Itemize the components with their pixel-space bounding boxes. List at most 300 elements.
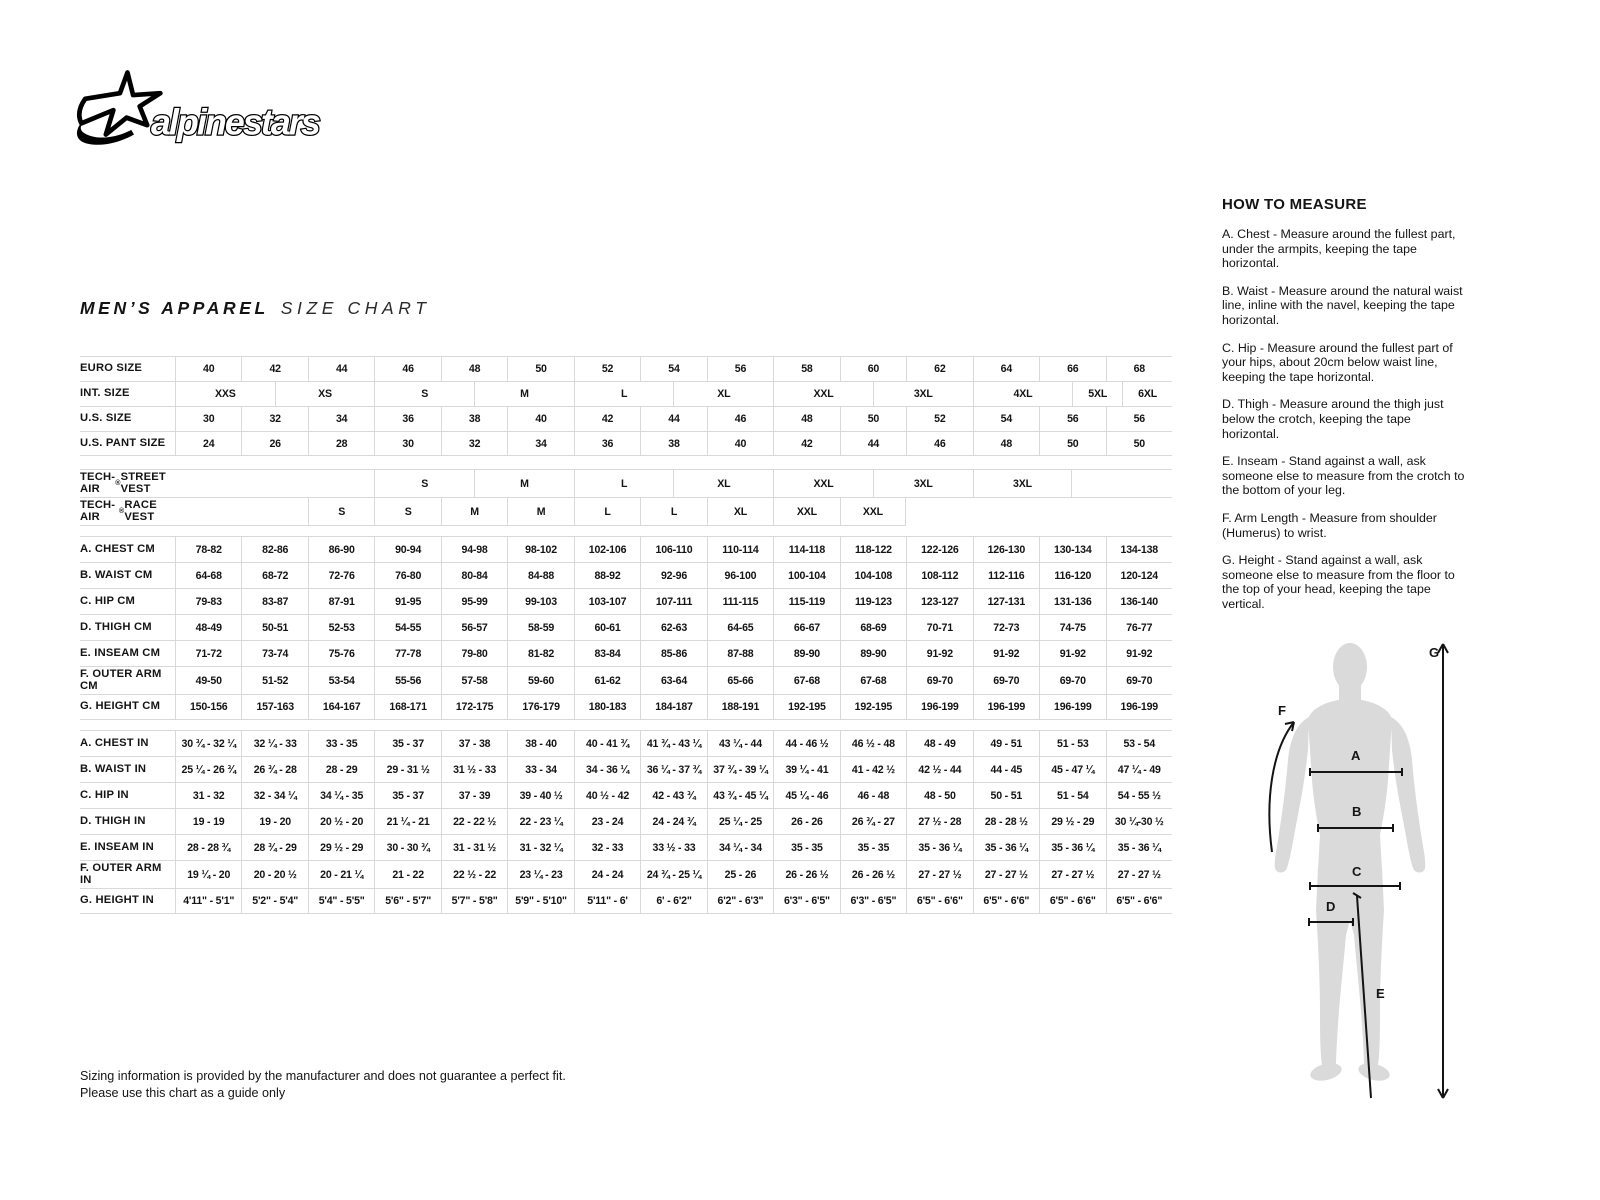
size-cell: 27 ½ - 28: [906, 809, 972, 834]
size-cell: 37 - 39: [441, 783, 507, 808]
size-cell: 20 - 21 ¼: [308, 861, 374, 888]
size-cell: 65-66: [707, 667, 773, 694]
size-cell: 67-68: [840, 667, 906, 694]
table-row: [80, 834, 1172, 860]
measure-item-height: G. Height - Stand against a wall, ask someone else to measure from the floor to the top of your head, keeping the tape vertical.: [1222, 553, 1455, 611]
size-cell: 157-163: [241, 695, 307, 720]
size-cell: 52-53: [308, 615, 374, 640]
size-cell: 81-82: [507, 641, 573, 666]
table-row: [80, 860, 1172, 888]
size-cell: 6'3" - 6'5": [840, 889, 906, 914]
size-cell: 119-123: [840, 589, 906, 614]
table-row: [80, 497, 1172, 526]
size-cell: 46 - 48: [840, 783, 906, 808]
table-row: [80, 406, 1172, 431]
size-cell: 3XL: [973, 470, 1073, 497]
size-cell: 26 - 26: [773, 809, 839, 834]
size-cell: 52: [574, 357, 640, 381]
size-cell: 87-88: [707, 641, 773, 666]
size-cell: 28: [308, 432, 374, 456]
row-label: F. OUTER ARM IN: [80, 862, 162, 886]
empty-cell: [175, 470, 374, 497]
size-cell: 79-83: [175, 589, 241, 614]
size-cell: 46: [374, 357, 440, 381]
size-cell: 164-167: [308, 695, 374, 720]
size-cell: 100-104: [773, 563, 839, 588]
measure-item-hip: C. Hip - Measure around the fullest part of your hips, about 20cm below waist line, keeping the tape horizontal.: [1222, 340, 1453, 384]
star-icon: [79, 73, 160, 135]
size-cell: 42: [574, 407, 640, 431]
size-cell: XL: [673, 470, 773, 497]
size-cell: XXL: [773, 498, 839, 526]
size-cell: 48 - 49: [906, 731, 972, 756]
size-cell: 48: [973, 432, 1039, 456]
table-row: [80, 536, 1172, 562]
size-cell: 28 - 28 ½: [973, 809, 1039, 834]
size-cell: 39 ¼ - 41: [773, 757, 839, 782]
size-cell: 56-57: [441, 615, 507, 640]
size-cell: 79-80: [441, 641, 507, 666]
size-cell: 45 ¼ - 46: [773, 783, 839, 808]
size-cell: 71-72: [175, 641, 241, 666]
size-cell: 46: [707, 407, 773, 431]
size-chart: [80, 356, 1172, 914]
size-cell: 89-90: [840, 641, 906, 666]
empty-cell: [1072, 470, 1172, 497]
row-label: C. HIP IN: [80, 788, 129, 801]
size-cell: 26 ¾ - 28: [241, 757, 307, 782]
size-cell: 95-99: [441, 589, 507, 614]
size-cell: 44 - 45: [973, 757, 1039, 782]
size-cell: 28 - 28 ¾: [175, 835, 241, 860]
size-cell: 6'5" - 6'6": [906, 889, 972, 914]
size-cell: 24 ¾ - 25 ¼: [640, 861, 706, 888]
size-cell: 80-84: [441, 563, 507, 588]
size-cell: XXL: [773, 382, 873, 406]
table-group-gap: [80, 526, 1172, 536]
size-cell: 24 - 24: [574, 861, 640, 888]
table-row: [80, 694, 1172, 720]
size-cell: XXL: [773, 470, 873, 497]
size-cell: 83-84: [574, 641, 640, 666]
size-cell: 58: [773, 357, 839, 381]
size-cell: 64-68: [175, 563, 241, 588]
size-cell: 72-76: [308, 563, 374, 588]
size-cell: 35 - 36 ¼: [1039, 835, 1105, 860]
size-cell: 127-131: [973, 589, 1039, 614]
size-cell: 6'5" - 6'6": [973, 889, 1039, 914]
size-cell: 27 - 27 ½: [906, 861, 972, 888]
size-cell: 136-140: [1106, 589, 1172, 614]
size-cell: 56: [1039, 407, 1105, 431]
size-cell: 5'4" - 5'5": [308, 889, 374, 914]
size-cell: S: [374, 498, 440, 526]
size-cell: 35 - 36 ¼: [1106, 835, 1172, 860]
size-cell: 25 ¼ - 25: [707, 809, 773, 834]
size-cell: 45 - 47 ¼: [1039, 757, 1105, 782]
size-cell: 21 ¼ - 21: [374, 809, 440, 834]
size-cell: 126-130: [973, 537, 1039, 562]
table-row: [80, 666, 1172, 694]
size-cell: 42: [241, 357, 307, 381]
size-cell: 53 - 54: [1106, 731, 1172, 756]
size-cell: 29 - 31 ½: [374, 757, 440, 782]
table-group-gap: [80, 720, 1172, 730]
size-cell: 33 ½ - 33: [640, 835, 706, 860]
measure-item-waist: B. Waist - Measure around the natural waist line, inline with the navel, keeping the tape horizontal.: [1222, 283, 1463, 327]
row-label: A. CHEST IN: [80, 736, 149, 749]
size-cell: 87-91: [308, 589, 374, 614]
empty-cell: [906, 498, 1172, 526]
size-cell: 184-187: [640, 695, 706, 720]
size-cell: 69-70: [1039, 667, 1105, 694]
size-cell: 51 - 53: [1039, 731, 1105, 756]
size-cell: 112-116: [973, 563, 1039, 588]
row-label: G. HEIGHT CM: [80, 695, 175, 720]
size-cell: 73-74: [241, 641, 307, 666]
size-cell: 27 - 27 ½: [973, 861, 1039, 888]
size-cell: 40: [507, 407, 573, 431]
size-cell: 69-70: [973, 667, 1039, 694]
size-cell: 62: [906, 357, 972, 381]
size-cell: 46 ½ - 48: [840, 731, 906, 756]
size-cell: 31 ½ - 33: [441, 757, 507, 782]
measure-item-thigh: D. Thigh - Measure around the thigh just below the crotch, keeping the tape horizontal.: [1222, 397, 1444, 441]
table-row: [80, 888, 1172, 914]
size-cell: 192-195: [773, 695, 839, 720]
size-cell: 116-120: [1039, 563, 1105, 588]
size-cell: 44: [308, 357, 374, 381]
title-sub: SIZE CHART: [280, 298, 431, 318]
size-cell: L: [574, 498, 640, 526]
size-cell: 91-92: [973, 641, 1039, 666]
size-cell: 37 ¾ - 39 ¼: [707, 757, 773, 782]
size-cell: 6'5" - 6'6": [1106, 889, 1172, 914]
row-label: TECH-AIR ® STREET VEST: [80, 471, 166, 495]
size-cell: 196-199: [973, 695, 1039, 720]
size-cell: 6'5" - 6'6": [1039, 889, 1105, 914]
figure-label-c: C: [1352, 864, 1362, 879]
size-cell: 51-52: [241, 667, 307, 694]
size-cell: 44: [640, 407, 706, 431]
size-cell: 130-134: [1039, 537, 1105, 562]
size-cell: 69-70: [1106, 667, 1172, 694]
alpinestars-logo-icon: [72, 64, 354, 160]
size-cell: 3XL: [873, 382, 973, 406]
table-row: [80, 381, 1172, 406]
measure-item-arm: F. Arm Length - Measure from shoulder (Humerus) to wrist.: [1222, 510, 1437, 540]
size-cell: 134-138: [1106, 537, 1172, 562]
footer-line-1: Sizing information is provided by the manufacturer and does not guarantee a perfect fit.: [80, 1069, 566, 1083]
size-cell: 104-108: [840, 563, 906, 588]
size-cell: 67-68: [773, 667, 839, 694]
size-cell: 35 - 36 ¼: [906, 835, 972, 860]
size-cell: 111-115: [707, 589, 773, 614]
size-cell: 50: [840, 407, 906, 431]
figure-label-d: D: [1326, 899, 1336, 914]
size-cell: 168-171: [374, 695, 440, 720]
size-cell: 27 - 27 ½: [1106, 861, 1172, 888]
size-cell: 34: [308, 407, 374, 431]
size-cell: 33 - 35: [308, 731, 374, 756]
size-cell: 98-102: [507, 537, 573, 562]
size-cell: 21 - 22: [374, 861, 440, 888]
size-cell: 102-106: [574, 537, 640, 562]
size-cell: 34 - 36 ¼: [574, 757, 640, 782]
size-cell: 82-86: [241, 537, 307, 562]
size-cell: 24 - 24 ¾: [640, 809, 706, 834]
size-cell: 63-64: [640, 667, 706, 694]
size-cell: 192-195: [840, 695, 906, 720]
size-cell: 40: [707, 432, 773, 456]
size-cell: 110-114: [707, 537, 773, 562]
size-cell: 123-127: [906, 589, 972, 614]
size-cell: 120-124: [1106, 563, 1172, 588]
figure-label-f: F: [1278, 703, 1286, 718]
size-cell: XXL: [840, 498, 906, 526]
size-cell: 25 - 26: [707, 861, 773, 888]
size-cell: 35 - 35: [773, 835, 839, 860]
size-cell: 24: [175, 432, 241, 456]
size-cell: 28 ¾ - 29: [241, 835, 307, 860]
size-cell: 6'3" - 6'5": [773, 889, 839, 914]
size-cell: 51 - 54: [1039, 783, 1105, 808]
row-label: INT. SIZE: [80, 387, 130, 400]
footer-disclaimer: [80, 1068, 566, 1102]
size-cell: 176-179: [507, 695, 573, 720]
table-row: [80, 808, 1172, 834]
size-cell: 172-175: [441, 695, 507, 720]
size-cell: 34 ¼ - 34: [707, 835, 773, 860]
size-cell: 28 - 29: [308, 757, 374, 782]
brand-logo: [72, 64, 354, 160]
size-cell: 32: [441, 432, 507, 456]
size-cell: 91-92: [1106, 641, 1172, 666]
table-row: [80, 588, 1172, 614]
size-cell: 30 ¾ - 32 ¼: [175, 731, 241, 756]
row-label: D. THIGH CM: [80, 620, 152, 633]
size-cell: 68-69: [840, 615, 906, 640]
size-cell: 88-92: [574, 563, 640, 588]
size-cell: S: [374, 382, 474, 406]
size-cell: 58-59: [507, 615, 573, 640]
table-row: [80, 756, 1172, 782]
size-cell: 5'6" - 5'7": [374, 889, 440, 914]
size-cell: 86-90: [308, 537, 374, 562]
size-cell: 92-96: [640, 563, 706, 588]
size-cell: 188-191: [707, 695, 773, 720]
size-cell: 48 - 50: [906, 783, 972, 808]
size-cell: 34 ¼ - 35: [308, 783, 374, 808]
size-cell: 54: [640, 357, 706, 381]
size-cell: 27 - 27 ½: [1039, 861, 1105, 888]
size-cell: 50: [1039, 432, 1105, 456]
size-cell: 46: [906, 432, 972, 456]
size-cell: 26: [241, 432, 307, 456]
size-cell: 32 - 33: [574, 835, 640, 860]
size-cell: 54-55: [374, 615, 440, 640]
size-cell: 52: [906, 407, 972, 431]
size-cell: 30: [374, 432, 440, 456]
size-cell: 31 - 31 ½: [441, 835, 507, 860]
size-cell: 35 - 36 ¼: [973, 835, 1039, 860]
row-label: E. INSEAM CM: [80, 646, 161, 659]
size-cell: 66-67: [773, 615, 839, 640]
figure-label-b: B: [1352, 804, 1362, 819]
size-cell: 30 ¼-30 ½: [1106, 809, 1172, 834]
size-cell: S: [374, 470, 474, 497]
size-cell: XS: [275, 382, 375, 406]
size-cell: M: [474, 382, 574, 406]
row-label: EURO SIZE: [80, 362, 143, 375]
size-cell: 19 - 20: [241, 809, 307, 834]
size-cell: 30: [175, 407, 241, 431]
table-row: [80, 614, 1172, 640]
size-cell: XL: [673, 382, 773, 406]
table-row: [80, 640, 1172, 666]
size-cell: 96-100: [707, 563, 773, 588]
size-cell: 5'9" - 5'10": [507, 889, 573, 914]
row-label: C. HIP CM: [80, 594, 136, 607]
size-cell: 48: [441, 357, 507, 381]
size-cell: 23 ¼ - 23: [507, 861, 573, 888]
figure-label-e: E: [1376, 986, 1385, 1001]
size-cell: M: [441, 498, 507, 526]
size-cell: 39 - 40 ½: [507, 783, 573, 808]
size-cell: 22 - 23 ¼: [507, 809, 573, 834]
size-cell: 40 - 41 ¾: [574, 731, 640, 756]
size-cell: 131-136: [1039, 589, 1105, 614]
size-cell: 42 - 43 ¾: [640, 783, 706, 808]
size-cell: 22 - 22 ½: [441, 809, 507, 834]
body-diagram: [1230, 620, 1560, 1100]
size-cell: 6' - 6'2": [640, 889, 706, 914]
size-cell: 36: [374, 407, 440, 431]
size-cell: 54 - 55 ½: [1106, 783, 1172, 808]
size-cell: 56: [707, 357, 773, 381]
size-cell: 107-111: [640, 589, 706, 614]
brand-wordmark: alpinestars: [150, 102, 319, 143]
size-cell: 40: [175, 357, 241, 381]
size-cell: 4XL: [973, 382, 1073, 406]
size-cell: 3XL: [873, 470, 973, 497]
size-cell: 94-98: [441, 537, 507, 562]
size-cell: 38 - 40: [507, 731, 573, 756]
row-label: D. THIGH IN: [80, 814, 146, 827]
size-cell: 33 - 34: [507, 757, 573, 782]
figure-label-g: G: [1429, 645, 1440, 660]
table-row: [80, 431, 1172, 456]
size-cell: 48-49: [175, 615, 241, 640]
size-cell: 29 ½ - 29: [1039, 809, 1105, 834]
size-cell: 76-77: [1106, 615, 1172, 640]
size-cell: 90-94: [374, 537, 440, 562]
size-cell: 6'2" - 6'3": [707, 889, 773, 914]
size-cell: 89-90: [773, 641, 839, 666]
size-cell: 35 - 35: [840, 835, 906, 860]
size-cell: 50: [507, 357, 573, 381]
table-row: [80, 356, 1172, 381]
size-cell: 62-63: [640, 615, 706, 640]
size-cell: 53-54: [308, 667, 374, 694]
row-label: B. WAIST IN: [80, 762, 147, 775]
human-figure: [1275, 643, 1426, 1084]
size-cell: 66: [1039, 357, 1105, 381]
table-row: [80, 469, 1172, 497]
table-row: [80, 562, 1172, 588]
size-cell: 78-82: [175, 537, 241, 562]
size-cell: 41 - 42 ½: [840, 757, 906, 782]
size-cell: 26 - 26 ½: [840, 861, 906, 888]
size-cell: 6XL: [1122, 382, 1172, 406]
measure-item-chest: A. Chest - Measure around the fullest part, under the armpits, keeping the tape horizontal.: [1222, 227, 1456, 271]
size-cell: 99-103: [507, 589, 573, 614]
size-cell: 19 ¼ - 20: [175, 861, 241, 888]
row-label: E. INSEAM IN: [80, 840, 154, 853]
size-cell: 40 ½ - 42: [574, 783, 640, 808]
row-label: U.S. SIZE: [80, 412, 132, 425]
size-cell: L: [574, 382, 674, 406]
size-cell: 26 - 26 ½: [773, 861, 839, 888]
size-cell: 4'11" - 5'1": [175, 889, 241, 914]
size-cell: 84-88: [507, 563, 573, 588]
size-cell: 44: [840, 432, 906, 456]
size-cell: 69-70: [906, 667, 972, 694]
size-cell: 5'2" - 5'4": [241, 889, 307, 914]
row-label: U.S. PANT SIZE: [80, 432, 175, 456]
row-label: TECH-AIR ® RACE VEST: [80, 498, 175, 526]
size-cell: 85-86: [640, 641, 706, 666]
size-cell: 50: [1106, 432, 1172, 456]
size-cell: 44 - 46 ½: [773, 731, 839, 756]
size-cell: 68-72: [241, 563, 307, 588]
size-cell: 42 ½ - 44: [906, 757, 972, 782]
size-cell: 41 ¾ - 43 ¼: [640, 731, 706, 756]
size-cell: 20 - 20 ½: [241, 861, 307, 888]
size-cell: 60: [840, 357, 906, 381]
size-cell: S: [308, 498, 374, 526]
size-cell: L: [640, 498, 706, 526]
row-label: F. OUTER ARM CM: [80, 668, 162, 692]
size-cell: 196-199: [1039, 695, 1105, 720]
size-cell: 47 ¼ - 49: [1106, 757, 1172, 782]
size-cell: 29 ½ - 29: [308, 835, 374, 860]
measure-heading: HOW TO MEASURE: [1222, 196, 1367, 213]
size-cell: 32 ¼ - 33: [241, 731, 307, 756]
size-cell: 36: [574, 432, 640, 456]
size-cell: 59-60: [507, 667, 573, 694]
size-cell: 49 - 51: [973, 731, 1039, 756]
row-label: A. CHEST CM: [80, 542, 155, 555]
size-cell: 196-199: [906, 695, 972, 720]
size-cell: 20 ½ - 20: [308, 809, 374, 834]
size-cell: 43 ¼ - 44: [707, 731, 773, 756]
size-cell: 5XL: [1072, 382, 1122, 406]
measure-section: [1222, 196, 1466, 624]
size-cell: 76-80: [374, 563, 440, 588]
size-cell: 38: [640, 432, 706, 456]
size-cell: 38: [441, 407, 507, 431]
table-row: [80, 782, 1172, 808]
size-cell: 103-107: [574, 589, 640, 614]
size-cell: 77-78: [374, 641, 440, 666]
size-cell: 54: [973, 407, 1039, 431]
size-cell: 106-110: [640, 537, 706, 562]
size-cell: 32 - 34 ¼: [241, 783, 307, 808]
footer-line-2: Please use this chart as a guide only: [80, 1086, 286, 1100]
size-cell: XXS: [175, 382, 275, 406]
size-cell: 91-95: [374, 589, 440, 614]
